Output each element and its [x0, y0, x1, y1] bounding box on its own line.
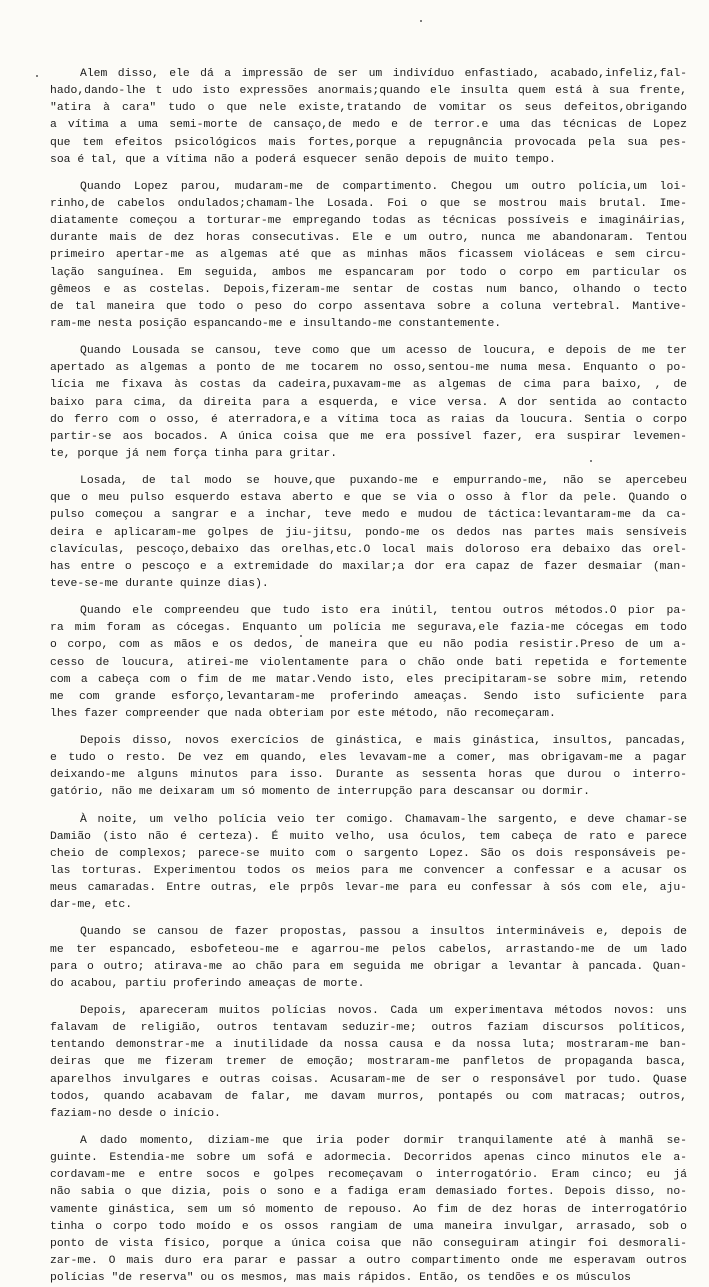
text-line: cordavam-me e entre socos e golpes recomeçavam o interrogatório. Eram cinco; eu já [50, 1169, 687, 1182]
text-line: me ter espancado, esbofeteou-me e agarrou-me pelos cabelos, arrastando-me de um lado [50, 943, 687, 956]
text-line: do ferro com o osso, é aterradora,e a vítima toca as raias da loucura. Sentia o corpo [50, 413, 687, 426]
text-line: las torturas. Experimentou todos os meios para me convencer a confessar e a acusar os [50, 865, 687, 878]
text-line: falavam de religião, outros tentavam seduzir-me; outros faziam discursos políticos, [50, 1022, 687, 1035]
speck [36, 75, 38, 77]
text-line: Quando se cansou de fazer propostas, passou a insultos intermináveis e, depois de [80, 926, 687, 939]
paragraph [50, 66, 687, 169]
text-line: apertado as algemas a ponto de me tocarem no osso,sentou-me numa mesa. Enquanto o po- [50, 362, 687, 375]
text-line: tinha o corpo todo moído e os ossos rangiam de uma maneira invulgar, arrasado, sob o [50, 1220, 687, 1233]
paragraph [50, 343, 687, 463]
text-line: partir-se aos bocados. A única coisa que me era possível fazer, era suspirar levemen- [50, 430, 687, 443]
text-line: Quando Lousada se cansou, teve como que um acesso de loucura, e depois de me ter [80, 345, 687, 358]
text-line: meus camaradas. Entre outras, ele prpôs levar-me para eu confessar à sós com ele, aju- [50, 882, 687, 895]
text-line: do acabou, partiu proferindo ameaças de morte. [50, 977, 365, 990]
text-line: com a cabeça com o fim de me matar.Vendo isto, eles precipitaram-se sobre mim, retendo [50, 673, 687, 686]
text-line: ram-me nesta posição espancando-me e insultando-me constantemente. [50, 317, 502, 330]
text-line: o corpo, com as mãos e os dedos, de maneira que eu não podia resistir.Preso de um a- [50, 639, 687, 652]
text-line: ra mim foram as cócegas. Enquanto um polícia me segurava,ele fazia-me cócegas em todo [50, 622, 687, 635]
text-line: baixo para cima, da direita para a esquerda, e vice versa. A dor sentida ao contacto [50, 396, 687, 409]
text-line: deiras que me fizeram tremer de emoção; mostraram-me panfletos de propaganda basca, [50, 1056, 687, 1069]
text-line: Alem disso, ele dá a impressão de ser um indivíduo enfastiado, acabado,infeliz,fal- [80, 68, 687, 80]
text-line: gatório, não me deixaram um só momento de interrupção para descansar ou dormir. [50, 786, 591, 799]
text-line: deixando-me alguns minutos para isso. Durante as sessenta horas que durou o interro- [50, 769, 687, 782]
text-line: Depois, apareceram muitos polícias novos. Cada um experimentava métodos novos: uns [80, 1005, 687, 1018]
text-line: has entre o pescoço e a extremidade do maxilar;a dor era capaz de fazer desmaiar (man- [50, 560, 687, 573]
speck [590, 460, 592, 462]
text-line: Quando ele compreendeu que tudo isto era inútil, tentou outros métodos.O pior pa- [80, 605, 687, 618]
text-line: deira e aplicaram-me golpes de jiu-jitsu, pondo-me os dedos nas partes mais sensíveis [50, 526, 687, 539]
text-line: te, porque já nem força tinha para gritar. [50, 447, 338, 460]
text-line: vamente ginástica, sem um só momento de repouso. Ao fim de dez horas de interrogatório [50, 1203, 687, 1216]
text-line: cesso de loucura, atirei-me violentamente para o chão onde bati repetida e fortemente [50, 656, 687, 669]
text-line: não sabia o que dizia, pois o sono e a fadiga eram demasiado fortes. Depois disso, no- [50, 1186, 687, 1199]
speck [300, 635, 302, 637]
text-line: faziam-no desde o início. [50, 1107, 221, 1120]
text-line: dar-me, etc. [50, 899, 133, 912]
text-line: cheio de complexos; parece-se muito com o sargento Lopez. São os dois responsáveis pe- [50, 847, 687, 860]
text-line: ponto de vista físico, porque a única coisa que não conseguiram atingir foi desmorali- [50, 1237, 687, 1250]
text-line: tentando demonstrar-me a inutilidade da nossa causa e da nossa luta; mostraram-me ban- [50, 1039, 687, 1052]
text-line: hado,dando-lhe t udo isto expressões anormais;quando ele insulta quem está à sua frente, [50, 85, 687, 98]
paragraph [50, 473, 687, 593]
text-line: pulso começou a sangrar e a inchar, teve medo e mudou de táctica:levantaram-me da ca- [50, 509, 687, 522]
text-line: Losada, de tal modo se houve,que puxando-me e empurrando-me, não se apercebeu [80, 475, 687, 488]
paragraph [50, 812, 687, 915]
text-line: primeiro apertar-me as algemas até que as minhas mãos ficassem violáceas e sem circu- [50, 249, 687, 262]
text-line: de tal maneira que todo o peso do corpo assentava sobre a coluna vertebral. Mantive- [50, 300, 687, 313]
text-line: que o meu pulso esquerdo estava aberto e que se via o osso à flor da pele. Quando o [50, 492, 687, 505]
paragraph [50, 179, 687, 333]
text-line: Quando Lopez parou, mudaram-me de compartimento. Chegou um outro polícia,um loi- [80, 180, 687, 193]
text-line: clavículas, pescoço,debaixo das orelhas,etc.O local mais doloroso era debaixo das orel- [50, 543, 687, 556]
text-line: a vítima a uma semi-morte de cansaço,de medo e de terror.e uma das técnicas de Lopez [50, 119, 687, 132]
text-line: lação sanguínea. Em seguida, ambos me espancaram por todo o corpo em particular os [50, 266, 687, 279]
text-line: me com grande esforço,levantaram-me proferindo ameaças. Sendo isto suficiente para [50, 690, 687, 703]
text-line: todos, quando acabavam de falar, me davam murros, pontapés ou com matracas; outros, [50, 1090, 687, 1103]
text-line: guinte. Estendia-me sobre um sofá e adormecia. Decorridos apenas cinco minutos ele a- [50, 1152, 687, 1165]
paragraph [50, 924, 687, 993]
text-line: diatamente começou a torturar-me empregando todas as técnicas possíveis e imagináirias, [50, 215, 687, 228]
text-line: À noite, um velho polícia veio ter comigo. Chamavam-lhe sargento, e deve chamar-se [80, 813, 687, 826]
text-line: aparelhos invulgares e outras coisas. Acusaram-me de ser o responsável por tudo. Quase [50, 1073, 687, 1086]
text-line: "atira à cara" tudo o que nele existe,tratando de vomitar os seus defeitos,obrigando [50, 102, 687, 115]
paragraph [50, 1003, 687, 1123]
speck [420, 20, 422, 22]
text-line: polícias "de reserva" ou os mesmos, mas mais rápidos. Então, os tendões e os músculos [50, 1272, 632, 1285]
paragraph [50, 603, 687, 723]
paragraph [50, 1133, 687, 1287]
text-line: e tudo o resto. De vez em quando, eles levavam-me a comer, mas obrigavam-me a pagar [50, 752, 687, 765]
text-line: lícia me fixava às costas da cadeira,puxavam-me as algemas de cima para baixo, , de [50, 379, 687, 392]
paragraph [50, 733, 687, 802]
text-line: rinho,de cabelos ondulados;chamam-lhe Losada. Foi o que se mostrou mais brutal. Ime- [50, 197, 687, 210]
text-line: durante mais de dez horas consecutivas. Ele e um outro, nunca me abandonaram. Tentou [50, 232, 687, 245]
text-line: lhes fazer compreender que nada obteriam por este método, não recomeçaram. [50, 707, 556, 720]
text-line: Damião (isto não é certeza). É muito velho, usa óculos, tem cabeça de rato e parece [50, 830, 687, 843]
text-line: Depois disso, novos exercícios de ginástica, e mais ginástica, insultos, pancadas, [80, 735, 687, 748]
text-line: para o outro; atirava-me ao chão para em seguida me obrigar a levantar à pancada. Quan- [50, 960, 687, 973]
text-line: zar-me. O mais duro era parar e passar a outro compartimento onde me esperavam outros [50, 1255, 687, 1267]
text-line: soa é tal, que a vítima não a poderá esquecer senão depois de muito tempo. [50, 153, 556, 166]
text-line: que tem efeitos psicológicos mais fortes,porque a repugnância provocada pela sua pes- [50, 136, 687, 149]
text-line: teve-se-me durante quinze dias). [50, 577, 269, 590]
text-line: A dado momento, diziam-me que iria poder dormir tranquilamente até à manhã se- [80, 1135, 687, 1148]
text-line: gêmeos e as costelas. Depois,fizeram-me sentar de costas num banco, olhando o tecto [50, 283, 687, 296]
